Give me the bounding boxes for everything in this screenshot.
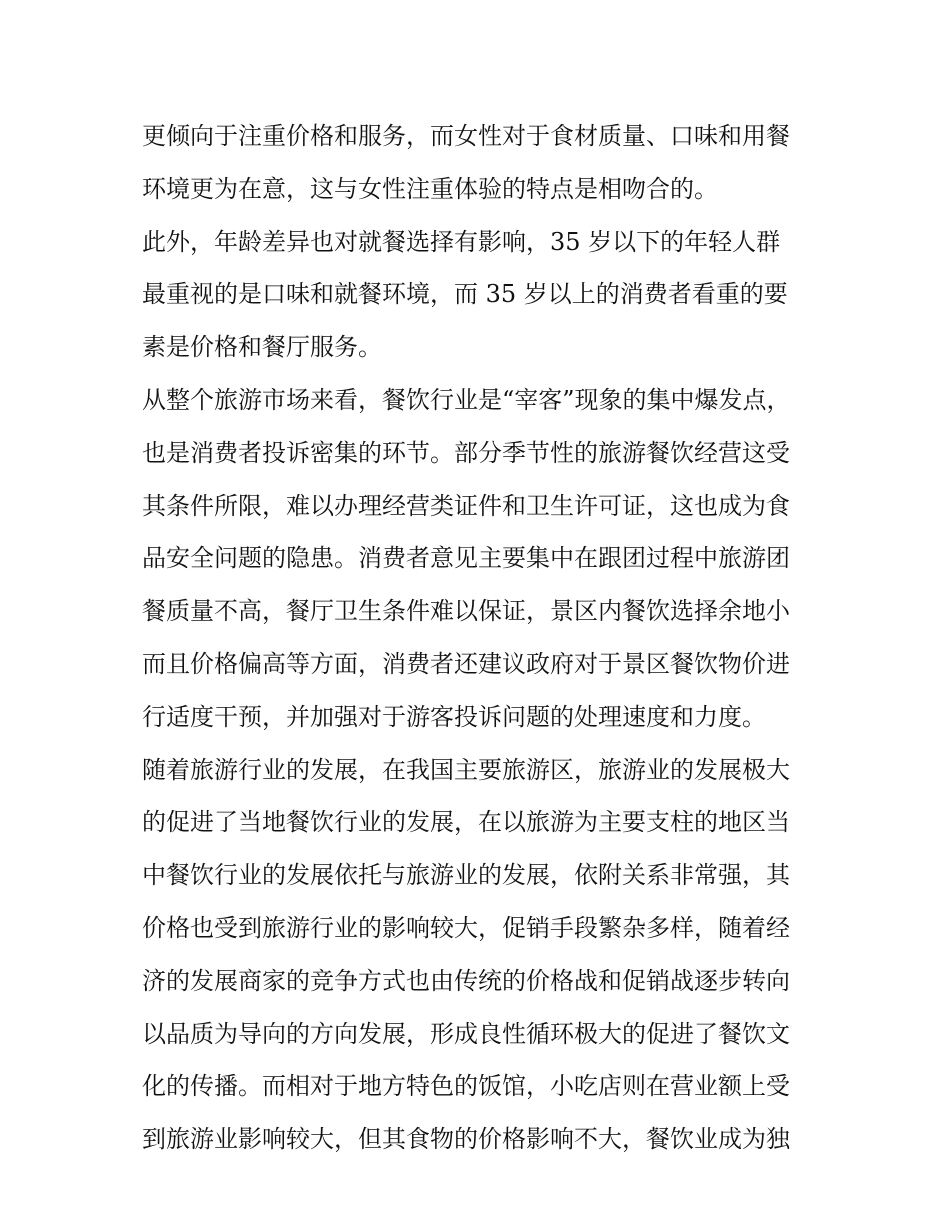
text-line: 化的传播。而相对于地方特色的饭馆，小吃店则在营业额上受 bbox=[142, 1072, 790, 1101]
document-body bbox=[142, 110, 814, 1166]
text-line: 品安全问题的隐患。消费者意见主要集中在跟团过程中旅游团 bbox=[142, 544, 790, 573]
text-line: 素是价格和餐厅服务。 bbox=[142, 333, 382, 362]
text-line: 最重视的是口味和就餐环境，而 35 岁以上的消费者看重的要 bbox=[142, 280, 788, 309]
paragraph-tourism-market-complaints bbox=[142, 374, 814, 744]
text-line: 环境更为在意，这与女性注重体验的特点是相吻合的。 bbox=[142, 174, 718, 203]
text-line: 餐质量不高，餐厅卫生条件难以保证，景区内餐饮选择余地小 bbox=[142, 597, 790, 626]
text-line: 价格也受到旅游行业的影响较大，促销手段繁杂多样，随着经 bbox=[142, 913, 790, 942]
text-line: 济的发展商家的竞争方式也由传统的价格战和促销战逐步转向 bbox=[142, 966, 790, 995]
text-line: 从整个旅游市场来看，餐饮行业是“宰客”现象的集中爆发点， bbox=[142, 385, 791, 414]
text-line: 而且价格偏高等方面，消费者还建议政府对于景区餐饮物价进 bbox=[142, 649, 790, 678]
text-line: 中餐饮行业的发展依托与旅游业的发展，依附关系非常强，其 bbox=[142, 861, 790, 890]
paragraph-gender-preferences bbox=[142, 110, 814, 216]
text-line: 随着旅游行业的发展，在我国主要旅游区，旅游业的发展极大 bbox=[142, 755, 790, 784]
text-line: 更倾向于注重价格和服务，而女性对于食材质量、口味和用餐 bbox=[142, 122, 790, 150]
paragraph-tourism-development bbox=[142, 744, 814, 1166]
paragraph-age-differences bbox=[142, 216, 814, 374]
text-line: 此外，年龄差异也对就餐选择有影响，35 岁以下的年轻人群 bbox=[142, 227, 781, 256]
text-line: 的促进了当地餐饮行业的发展，在以旅游为主要支柱的地区当 bbox=[142, 808, 790, 837]
text-line: 到旅游业影响较大，但其食物的价格影响不大，餐饮业成为独 bbox=[142, 1125, 790, 1154]
text-line: 也是消费者投诉密集的环节。部分季节性的旅游餐饮经营这受 bbox=[142, 438, 790, 467]
text-line: 其条件所限，难以办理经营类证件和卫生许可证，这也成为食 bbox=[142, 491, 790, 520]
text-line: 以品质为导向的方向发展，形成良性循环极大的促进了餐饮文 bbox=[142, 1019, 790, 1048]
text-line: 行适度干预，并加强对于游客投诉问题的处理速度和力度。 bbox=[142, 702, 766, 731]
